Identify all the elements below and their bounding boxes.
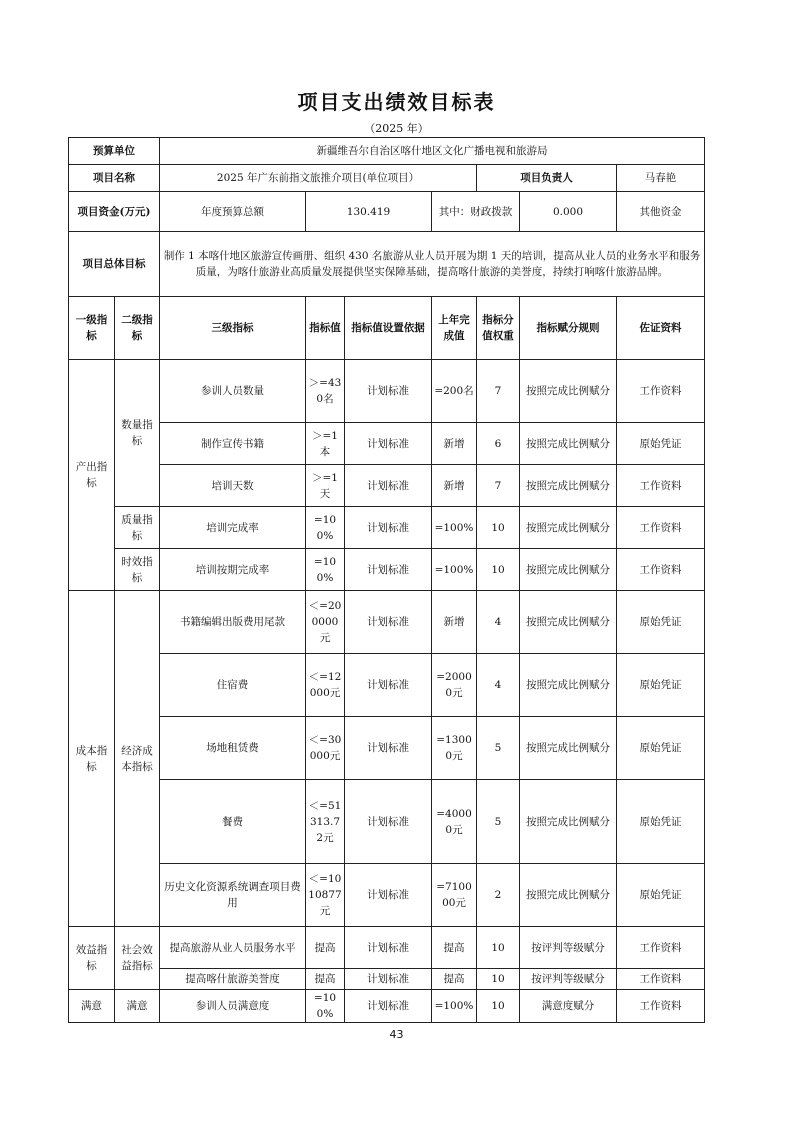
indicator-rule: 按照完成比例赋分 — [520, 654, 617, 717]
indicator-last-year: =40000元 — [432, 780, 477, 864]
indicator-last-year: =710000元 — [432, 864, 477, 927]
indicator-name: 餐费 — [160, 780, 306, 864]
overall-goal-label: 项目总体目标 — [69, 232, 160, 297]
indicator-basis: 计划标准 — [345, 927, 432, 969]
header-rule: 指标赋分规则 — [520, 297, 617, 360]
indicator-evidence: 工作资料 — [617, 549, 705, 591]
indicator-last-year: =100% — [432, 549, 477, 591]
indicator-rule: 按照完成比例赋分 — [520, 591, 617, 654]
indicator-evidence: 原始凭证 — [617, 864, 705, 927]
year-label: （2025 年） — [364, 122, 429, 135]
indicator-last-year: =100% — [432, 990, 477, 1023]
indicator-evidence: 工作资料 — [617, 927, 705, 969]
indicator-evidence: 工作资料 — [617, 360, 705, 423]
header-level3: 三级指标 — [160, 297, 306, 360]
table-row — [69, 864, 705, 927]
indicator-weight: 10 — [477, 927, 520, 969]
indicator-value: ＜=200000元 — [306, 591, 345, 654]
indicator-rule: 满意度赋分 — [520, 990, 617, 1023]
indicator-value: =100% — [306, 507, 345, 549]
table-row — [69, 507, 705, 549]
indicator-value: ＞=1本 — [306, 423, 345, 465]
project-name-value: 2025 年广东前指文旅推介项目(单位项目） — [160, 165, 477, 192]
indicator-name: 住宿费 — [160, 654, 306, 717]
indicator-value: ＜=1010877元 — [306, 864, 345, 927]
indicator-rule: 按评判等级赋分 — [520, 969, 617, 990]
table-row — [69, 423, 705, 465]
header-level2: 二级指标 — [115, 297, 160, 360]
indicator-last-year: 提高 — [432, 969, 477, 990]
indicator-name: 制作宣传书籍 — [160, 423, 306, 465]
performance-table — [68, 137, 705, 1023]
indicator-evidence: 原始凭证 — [617, 780, 705, 864]
fiscal-value: 0.000 — [520, 192, 617, 232]
indicator-value: =100% — [306, 549, 345, 591]
indicator-last-year: =20000元 — [432, 654, 477, 717]
indicator-basis: 计划标准 — [345, 591, 432, 654]
indicator-weight: 5 — [477, 780, 520, 864]
indicator-weight: 4 — [477, 591, 520, 654]
page-title: 项目支出绩效目标表 — [297, 90, 496, 114]
indicator-name: 培训天数 — [160, 465, 306, 507]
indicator-name: 培训按期完成率 — [160, 549, 306, 591]
fiscal-label: 其中：财政拨款 — [432, 192, 520, 232]
indicator-last-year: =200名 — [432, 360, 477, 423]
indicator-evidence: 原始凭证 — [617, 654, 705, 717]
indicator-evidence: 原始凭证 — [617, 423, 705, 465]
indicator-basis: 计划标准 — [345, 360, 432, 423]
indicator-name: 历史文化资源系统调查项目费用 — [160, 864, 306, 927]
indicator-evidence: 工作资料 — [617, 507, 705, 549]
indicator-evidence: 工作资料 — [617, 990, 705, 1023]
header-basis: 指标值设置依据 — [345, 297, 432, 360]
header-value: 指标值 — [306, 297, 345, 360]
indicator-weight: 2 — [477, 864, 520, 927]
project-leader-label: 项目负责人 — [477, 165, 617, 192]
page-number: 43 — [389, 1028, 404, 1041]
group-output: 产出指标 — [69, 360, 115, 591]
overall-goal-text: 制作 1 本喀什地区旅游宣传画册、组织 430 名旅游从业人员开展为期 1 天的培训，提高从业人员的业务水平和服务质量，为喀什旅游业高质量发展提供坚实保障基础，提高喀什旅游的美誉度，持续打响喀什旅游品牌。 — [160, 232, 705, 297]
indicator-last-year: 提高 — [432, 927, 477, 969]
indicator-last-year: 新增 — [432, 465, 477, 507]
indicator-rule: 按照完成比例赋分 — [520, 507, 617, 549]
indicator-weight: 4 — [477, 654, 520, 717]
annual-budget-label: 年度预算总额 — [160, 192, 306, 232]
indicator-basis: 计划标准 — [345, 990, 432, 1023]
indicator-basis: 计划标准 — [345, 507, 432, 549]
indicator-evidence: 工作资料 — [617, 465, 705, 507]
indicator-name: 参训人员满意度 — [160, 990, 306, 1023]
indicator-weight: 10 — [477, 507, 520, 549]
indicator-basis: 计划标准 — [345, 864, 432, 927]
indicator-name: 场地租赁费 — [160, 717, 306, 780]
indicator-name: 书籍编辑出版费用尾款 — [160, 591, 306, 654]
indicator-name: 提高旅游从业人员服务水平 — [160, 927, 306, 969]
indicator-rule: 按照完成比例赋分 — [520, 780, 617, 864]
indicator-value: ＞=430名 — [306, 360, 345, 423]
budget-unit-label: 预算单位 — [69, 138, 160, 165]
project-leader-value: 马春艳 — [617, 165, 705, 192]
indicator-basis: 计划标准 — [345, 465, 432, 507]
indicator-basis: 计划标准 — [345, 969, 432, 990]
group-satisfaction: 满意 — [69, 990, 115, 1023]
indicator-last-year: 新增 — [432, 591, 477, 654]
group-timeliness: 时效指标 — [115, 549, 160, 591]
header-weight: 指标分值权重 — [477, 297, 520, 360]
indicator-weight: 10 — [477, 549, 520, 591]
group-quality: 质量指标 — [115, 507, 160, 549]
indicator-weight: 5 — [477, 717, 520, 780]
table-row — [69, 990, 705, 1023]
annual-budget-value: 130.419 — [306, 192, 432, 232]
group-satisfaction-sub: 满意 — [115, 990, 160, 1023]
group-economic: 经济成本指标 — [115, 591, 160, 927]
indicator-rule: 按照完成比例赋分 — [520, 717, 617, 780]
table-row — [69, 465, 705, 507]
indicator-rule: 按评判等级赋分 — [520, 927, 617, 969]
indicator-rule: 按照完成比例赋分 — [520, 549, 617, 591]
indicator-value: =100% — [306, 990, 345, 1023]
table-row — [69, 549, 705, 591]
indicator-basis: 计划标准 — [345, 654, 432, 717]
indicator-rule: 按照完成比例赋分 — [520, 423, 617, 465]
indicator-basis: 计划标准 — [345, 423, 432, 465]
budget-unit-value: 新疆维吾尔自治区喀什地区文化广播电视和旅游局 — [160, 138, 705, 165]
group-benefit: 效益指标 — [69, 927, 115, 990]
indicator-name: 提高喀什旅游美誉度 — [160, 969, 306, 990]
indicator-basis: 计划标准 — [345, 717, 432, 780]
indicator-rule: 按照完成比例赋分 — [520, 360, 617, 423]
indicator-value: ＜=12000元 — [306, 654, 345, 717]
indicator-last-year: 新增 — [432, 423, 477, 465]
indicator-weight: 6 — [477, 423, 520, 465]
table-row — [69, 717, 705, 780]
indicator-weight: 10 — [477, 969, 520, 990]
indicator-weight: 10 — [477, 990, 520, 1023]
indicator-value: ＜=51313.72元 — [306, 780, 345, 864]
project-name-label: 项目名称 — [69, 165, 160, 192]
table-row — [69, 969, 705, 990]
indicator-weight: 7 — [477, 360, 520, 423]
indicator-last-year: =13000元 — [432, 717, 477, 780]
header-last-year: 上年完成值 — [432, 297, 477, 360]
indicator-name: 培训完成率 — [160, 507, 306, 549]
indicator-value: ＜=30000元 — [306, 717, 345, 780]
table-row — [69, 591, 705, 654]
indicator-rule: 按照完成比例赋分 — [520, 465, 617, 507]
indicator-rule: 按照完成比例赋分 — [520, 864, 617, 927]
indicator-basis: 计划标准 — [345, 780, 432, 864]
indicator-value: ＞=1天 — [306, 465, 345, 507]
indicator-evidence: 原始凭证 — [617, 717, 705, 780]
indicator-evidence: 工作资料 — [617, 969, 705, 990]
header-level1: 一级指标 — [69, 297, 115, 360]
table-row — [69, 927, 705, 969]
indicator-value: 提高 — [306, 969, 345, 990]
table-row — [69, 360, 705, 423]
header-evidence: 佐证资料 — [617, 297, 705, 360]
other-funds-label: 其他资金 — [617, 192, 705, 232]
group-social: 社会效益指标 — [115, 927, 160, 990]
indicator-basis: 计划标准 — [345, 549, 432, 591]
table-row — [69, 654, 705, 717]
indicator-name: 参训人员数量 — [160, 360, 306, 423]
indicator-weight: 7 — [477, 465, 520, 507]
table-row — [69, 780, 705, 864]
indicator-last-year: =100% — [432, 507, 477, 549]
group-quantity: 数量指标 — [115, 360, 160, 507]
funds-label: 项目资金(万元) — [69, 192, 160, 232]
indicator-value: 提高 — [306, 927, 345, 969]
group-cost: 成本指标 — [69, 591, 115, 927]
indicator-evidence: 原始凭证 — [617, 591, 705, 654]
